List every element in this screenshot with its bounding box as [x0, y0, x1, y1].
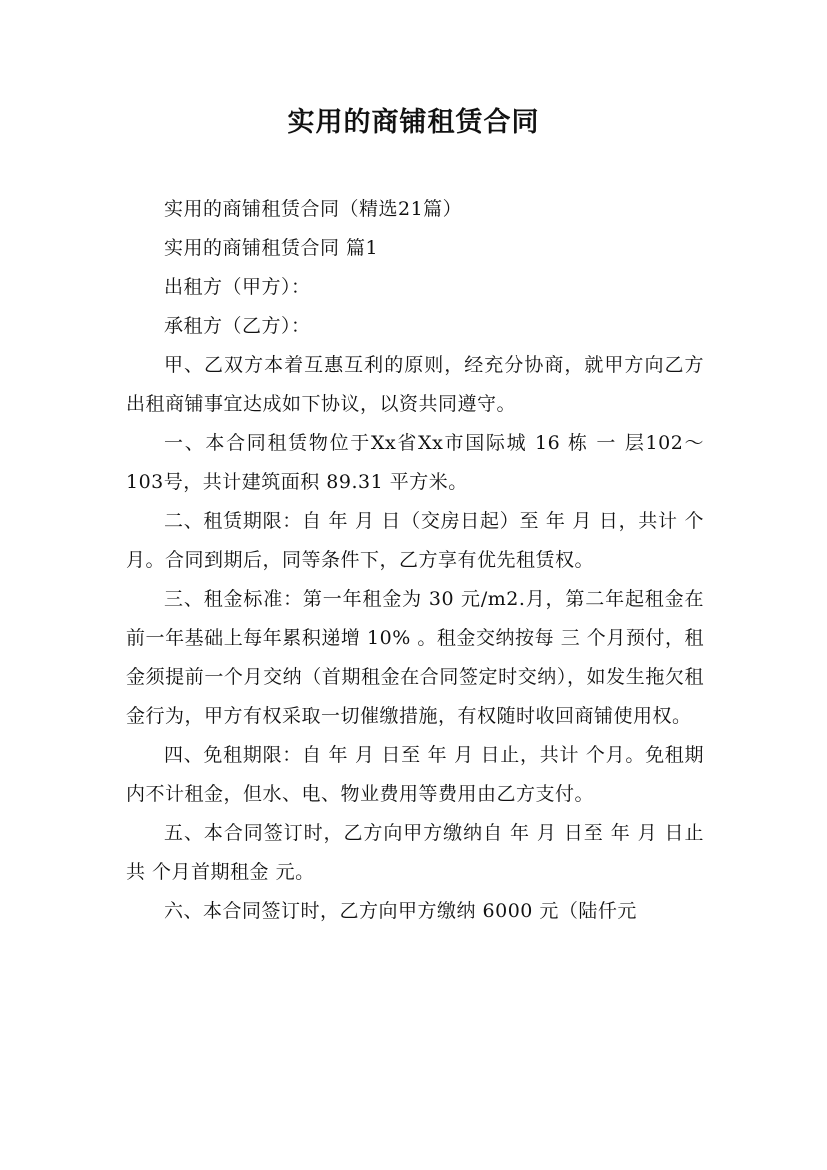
paragraph: 出租方（甲方）：	[164, 276, 311, 298]
paragraph: 实用的商铺租赁合同（精选21篇）	[164, 198, 463, 220]
document-title: 实用的商铺租赁合同	[287, 107, 540, 138]
paragraph: 承租方（乙方）：	[164, 315, 311, 337]
paragraph: 二、租赁期限：自 年 月 日（交房日起）至 年 月 日，共计 个月。合同到期后，同等条件下，乙方享有优先租赁权。	[126, 510, 704, 571]
paragraph: 甲、乙双方本着互惠互利的原则，经充分协商，就甲方向乙方出租商铺事宜达成如下协议，以资共同遵守。	[126, 354, 704, 415]
paragraph: 实用的商铺租赁合同 篇1	[164, 237, 379, 259]
paragraph: 五、本合同签订时，乙方向甲方缴纳自 年 月 日至 年 月 日止共 个月首期租金 元。	[126, 822, 704, 883]
paragraph: 三、租金标准：第一年租金为 30 元/m2.月，第二年起租金在前一年基础上每年累积递增 10% 。租金交纳按每 三 个月预付，租金须提前一个月交纳（首期租金在合同签定时交纳），如发生拖欠租金行为，甲方有权采取一切催缴措施，有权随时收回商铺使用权。	[126, 588, 704, 727]
document-body	[126, 190, 704, 931]
paragraph: 一、本合同租赁物位于Xx省Xx市国际城 16 栋 一 层102～103号，共计建筑面积 89.31 平方米。	[126, 432, 704, 493]
paragraph: 四、免租期限：自 年 月 日至 年 月 日止，共计 个月。免租期内不计租金，但水、电、物业费用等费用由乙方支付。	[126, 744, 704, 805]
paragraph: 六、本合同签订时，乙方向甲方缴纳 6000 元（陆仟元	[164, 900, 637, 922]
